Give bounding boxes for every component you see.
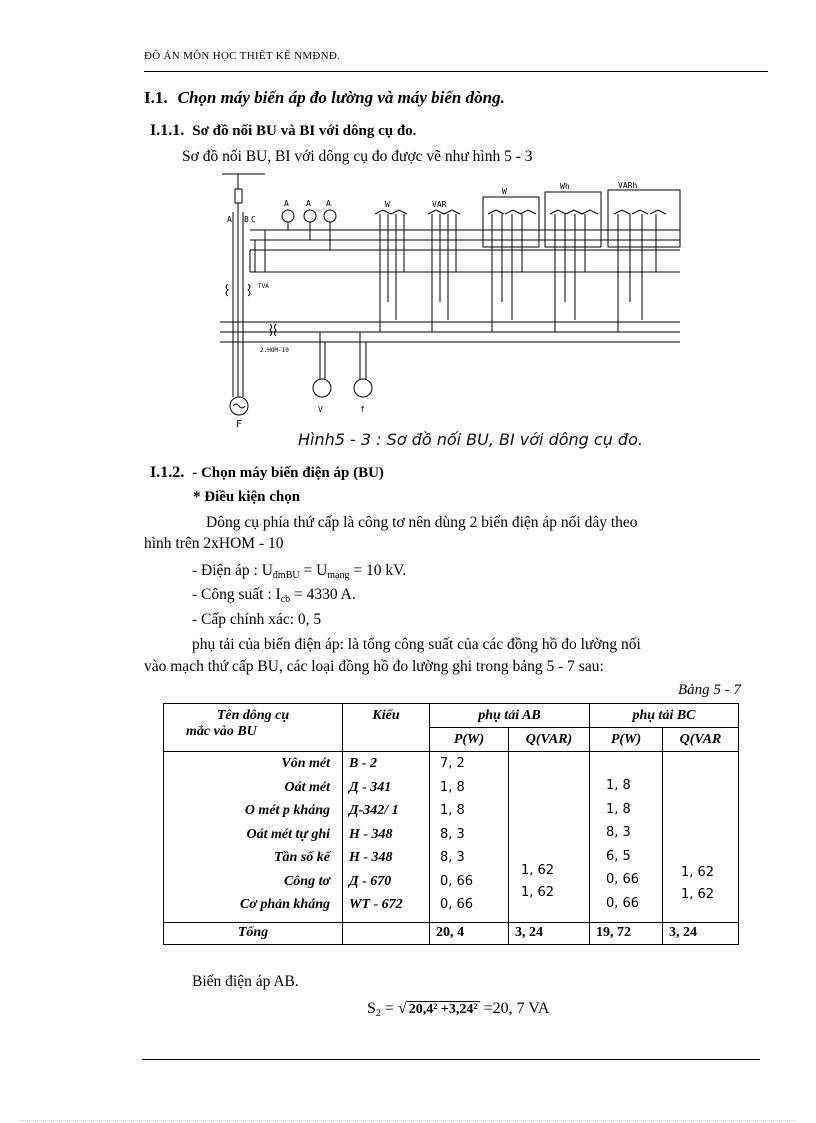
subsection-2-heading — [150, 464, 384, 482]
header-q-bc: Q(VAR — [663, 728, 739, 752]
subsection-1-number: I.1.1. — [150, 122, 185, 139]
wattmeter-1-label: W — [385, 200, 390, 209]
total-q-ab: 3, 24 — [509, 922, 590, 944]
table-label: Bảng 5 - 7 — [678, 682, 741, 698]
power-line: - Công suất : $I_{cb} = 4330$ A. — [192, 586, 356, 605]
p-bc-column: 1, 8 1, 8 8, 3 6, 5 0, 66 0, 66 — [590, 752, 663, 923]
page-edge-dots — [20, 1120, 796, 1121]
header-p-bc: P(W) — [590, 728, 663, 752]
table-row: Oát mét tự ghi — [246, 826, 330, 842]
voltage-transformer-icon — [270, 324, 276, 336]
frequency-meter-label: f — [360, 405, 365, 414]
voltmeter-label: V — [318, 405, 323, 414]
phase-a-label: A — [227, 215, 232, 224]
page-header: ĐỒ ÁN MÔN HỌC THIẾT KẾ NMĐNĐ. — [144, 50, 341, 62]
paragraph-2-line-2: vào mạch thứ cấp BU, các loại đồng hồ đo lường ghi trong bảng 5 - 7 sau: — [144, 658, 604, 675]
equation: $S_2$ = √ 20,4² +3,24² =20, 7 VA — [367, 1000, 550, 1019]
table-row: Cơ phản kháng — [240, 897, 330, 913]
q-bc-column: 1, 62 1, 62 — [663, 752, 739, 923]
varh-meter-box — [608, 190, 680, 247]
ammeter-3-label: A — [326, 199, 331, 208]
ammeter-2-icon — [304, 210, 316, 222]
ammeter-3-icon — [324, 210, 336, 222]
table-row: Oát mét — [284, 779, 330, 795]
subsection-2-title: - Chọn máy biến điện áp (BU) — [192, 465, 384, 481]
table-row: Công tơ — [283, 873, 330, 889]
vt-label: 2.HOM-10 — [260, 347, 289, 354]
header-rule — [144, 71, 768, 72]
header-type: Kiểu — [343, 704, 430, 752]
header-name: Tên dông cụ mắc vào BU — [164, 704, 343, 752]
tva-label: TVA — [258, 283, 269, 290]
generator-label: F — [236, 419, 243, 430]
voltmeter-icon — [313, 379, 331, 397]
calc-title: Biến điện áp AB. — [192, 973, 299, 990]
footer-rule — [142, 1059, 760, 1060]
subsection-2-number: I.1.2. — [150, 464, 185, 481]
paragraph-1-line-2: hình trên 2xHOM - 10 — [144, 535, 284, 552]
varmeter-label: VAR — [432, 200, 447, 209]
wiring-diagram — [200, 172, 700, 430]
varmeter-coils — [428, 210, 460, 214]
total-q-bc: 3, 24 — [663, 922, 739, 944]
accuracy-line: - Cấp chính xác: 0, 5 — [192, 611, 322, 628]
paragraph-2-line-1: phụ tải của biến điện áp: là tổng công suất của các đồng hồ đo lường nối — [192, 636, 641, 653]
paragraph-1-line-1: Dông cụ phía thứ cấp là công tơ nên dùng 2 biến điện áp nối dây theo — [206, 514, 638, 531]
breaker-symbol — [235, 189, 242, 203]
subsection-1-heading — [150, 122, 416, 140]
voltage-line: - Điện áp : $U_{đmBU} = U_{mạng} = 10$ kV. — [192, 562, 407, 581]
p-ab-column: 7, 2 1, 8 1, 8 8, 3 8, 3 0, 66 0, 66 — [430, 752, 509, 923]
varh-meter-label: VARh — [618, 181, 638, 190]
phase-b-label: B — [244, 215, 249, 224]
equation-radicand: 20,4² +3,24² — [408, 1002, 478, 1017]
load-table — [163, 703, 739, 945]
wattmeter-1-coils — [375, 210, 407, 214]
total-p-bc: 19, 72 — [590, 922, 663, 944]
section-number: I.1. — [144, 88, 168, 107]
current-transformer-icon — [226, 284, 228, 296]
ammeter-1-label: A — [284, 199, 289, 208]
section-heading — [144, 88, 505, 108]
phase-c-label: C — [251, 215, 256, 224]
subsection-1-text: Sơ đồ nối BU, BI với dông cụ đo được vẽ như hình 5 - 3 — [182, 148, 533, 165]
wh-meter-label: Wh — [560, 182, 570, 191]
table-row: Vôn mét — [281, 756, 330, 772]
total-label: Tổng — [237, 925, 269, 941]
subsection-1-title: Sơ đồ nối BU và BI với dông cụ đo. — [192, 123, 417, 139]
section-title: Chọn máy biến áp đo lường và máy biến dòng. — [177, 88, 505, 107]
table-row: Tần số kế — [274, 850, 330, 866]
table-row: O mét p kháng — [244, 803, 330, 819]
names-column — [164, 752, 343, 923]
header-load-bc: phụ tải BC — [590, 704, 739, 728]
header-p-ab: P(W) — [430, 728, 509, 752]
ammeter-1-icon — [282, 210, 294, 222]
frequency-meter-icon — [354, 379, 372, 397]
total-p-ab: 20, 4 — [430, 922, 509, 944]
figure-caption: Hình5 - 3 : Sơ đồ nối BU, BI với dông cụ đo. — [298, 430, 643, 449]
wattmeter-2-label: W — [502, 187, 507, 196]
condition-title: * Điều kiện chọn — [193, 489, 301, 505]
wh-meter-box — [545, 192, 601, 247]
ammeter-2-label: A — [306, 199, 311, 208]
header-q-ab: Q(VAR) — [509, 728, 590, 752]
q-ab-column: 1, 62 1, 62 — [509, 752, 590, 923]
header-load-ab: phụ tải AB — [430, 704, 590, 728]
types-column: B - 2 Д - 341 Д-342/ 1 H - 348 H - 348 Д - 670 WT - 672 — [343, 752, 430, 923]
